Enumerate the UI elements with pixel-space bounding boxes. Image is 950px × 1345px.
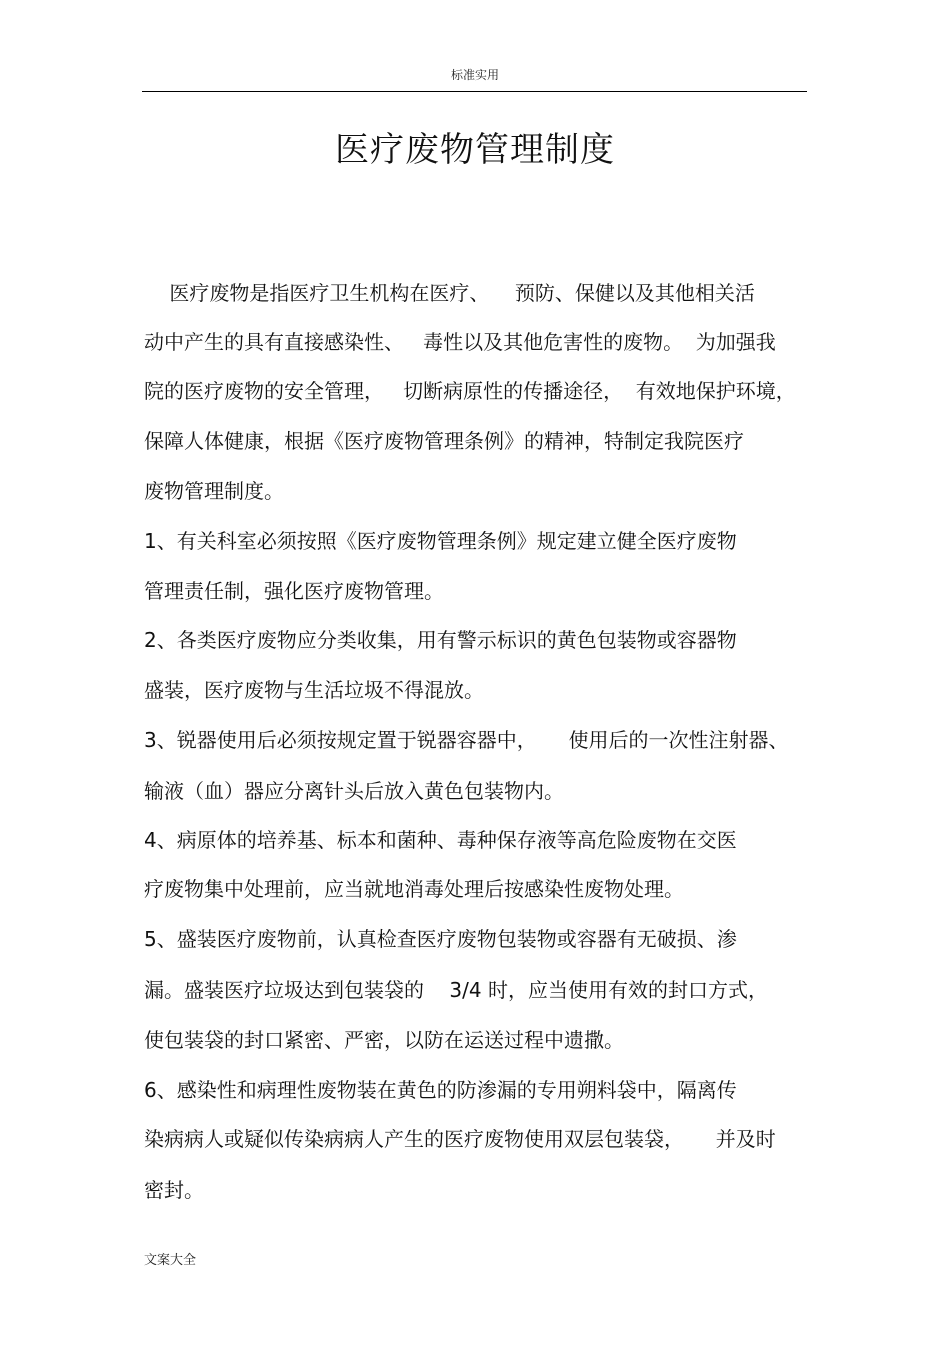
header-text: 标准实用 bbox=[450, 68, 499, 82]
list-item-6: 6、感染性和病理性废物装在黄色的防渗漏的专用朔料袋中，隔离传 bbox=[144, 1078, 737, 1102]
header-divider bbox=[142, 91, 807, 92]
body-line: 染病病人或疑似传染病病人产生的医疗废物使用双层包装袋， 并及时 bbox=[144, 1127, 776, 1151]
body-line: 输液（血）器应分离针头后放入黄色包装物内。 bbox=[144, 779, 564, 803]
document-title: 医疗废物管理制度 bbox=[335, 130, 615, 170]
list-item-4: 4、病原体的培养基、标本和菌种、毒种保存液等高危险废物在交医 bbox=[144, 828, 737, 852]
body-line: 使包装袋的封口紧密、严密，以防在运送过程中遗撒。 bbox=[144, 1028, 624, 1052]
body-line: 动中产生的具有直接感染性、 毒性以及其他危害性的废物。 为加强我 bbox=[144, 330, 776, 354]
list-item-5: 5、盛装医疗废物前，认真检查医疗废物包装物或容器有无破损、渗 bbox=[144, 927, 737, 951]
body-line: 保障人体健康，根据《医疗废物管理条例》的精神，特制定我院医疗 bbox=[144, 429, 744, 453]
body-line: 疗废物集中处理前，应当就地消毒处理后按感染性废物处理。 bbox=[144, 877, 684, 901]
list-item-2: 2、各类医疗废物应分类收集，用有警示标识的黄色包装物或容器物 bbox=[144, 628, 737, 652]
body-line: 密封。 bbox=[144, 1178, 204, 1202]
body-line: 漏。盛装医疗垃圾达到包装袋的 3/4 时，应当使用有效的封口方式， bbox=[144, 978, 768, 1002]
page-footer: 文案大全 bbox=[144, 1253, 197, 1268]
body-line: 医疗废物是指医疗卫生机构在医疗、 预防、保健以及其他相关活 bbox=[144, 281, 755, 305]
list-item-3: 3、锐器使用后必须按规定置于锐器容器中， 使用后的一次性注射器、 bbox=[144, 728, 789, 752]
body-line: 院的医疗废物的安全管理， 切断病原性的传播途径， 有效地保护环境， bbox=[144, 379, 796, 403]
list-item-1: 1、有关科室必须按照《医疗废物管理条例》规定建立健全医疗废物 bbox=[144, 529, 737, 553]
body-line: 管理责任制，强化医疗废物管理。 bbox=[144, 579, 444, 603]
body-line: 盛装，医疗废物与生活垃圾不得混放。 bbox=[144, 678, 484, 702]
body-line: 废物管理制度。 bbox=[144, 479, 284, 503]
